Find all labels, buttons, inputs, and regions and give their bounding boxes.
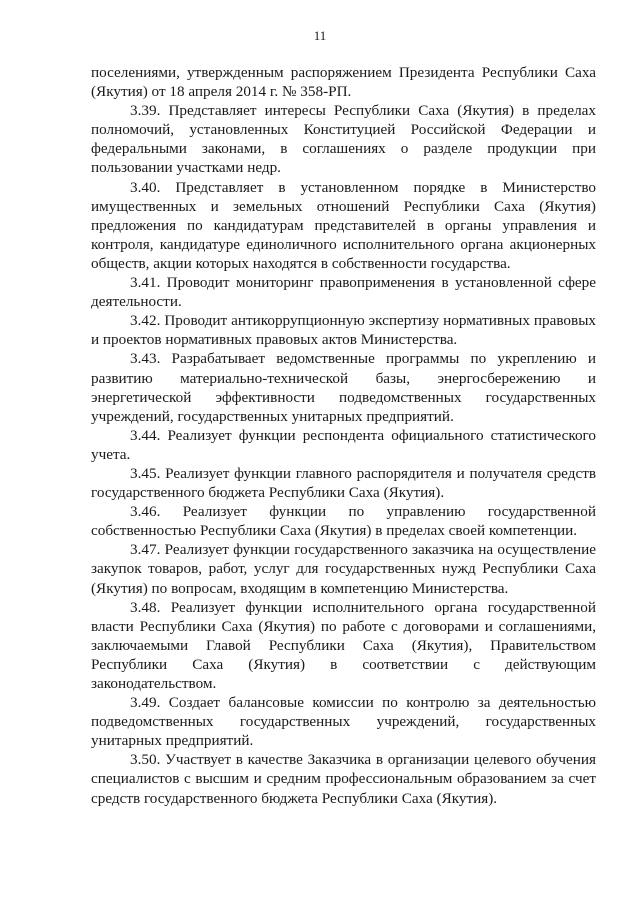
paragraph-3-41: 3.41. Проводит мониторинг правоприменения в установленной сфере деятельности. [91, 274, 596, 311]
page-number: 11 [313, 28, 327, 43]
paragraph-3-49: 3.49. Создает балансовые комиссии по контролю за деятельностью подведомственных государственных учреждений, государственных унитарных предприятий. [91, 694, 596, 750]
paragraph-3-45: 3.45. Реализует функции главного распорядителя и получателя средств государственного бюджета Республики Саха (Якутия). [91, 464, 596, 502]
paragraph-3-48: 3.48. Реализует функции исполнительного органа государственной власти Республики Саха (Якутия) по работе с договорами и соглашениями, заключаемыми Главой Республики Саха (Якутия), Правительством Республики Саха (Якутия) в соответствии с действующим законодательством. [91, 598, 596, 692]
paragraph-continuation: поселениями, утвержденным распоряжением Президента Республики Саха (Якутия) от 18 апреля 2014 г. № 358-РП. [91, 64, 596, 101]
paragraph-3-50: 3.50. Участвует в качестве Заказчика в организации целевого обучения специалистов с высшим и средним профессиональным образованием за счет средств государственного бюджета Республики Саха (Якутия). [91, 751, 596, 807]
document-body [91, 63, 596, 808]
paragraph-3-44: 3.44. Реализует функции респондента официального статистического учета. [91, 426, 596, 463]
paragraph-3-43: 3.43. Разрабатывает ведомственные программы по укреплению и развитию материально-технической базы, энергосбережению и энергетической эффективности подведомственных государственных учреждений, государственных унитарных предприятий. [91, 350, 596, 425]
paragraph-3-40: 3.40. Представляет в установленном порядке в Министерство имущественных и земельных отношений Республики Саха (Якутия) предложения по кандидатурам представителей в органы управления и контроля, кандидатуре единоличного исполнительного органа акционерных обществ, акции которых находятся в собственности государства. [91, 178, 596, 272]
paragraph-3-39: 3.39. Представляет интересы Республики Саха (Якутия) в пределах полномочий, установленных Конституцией Российской Федерации и федеральными законами, в соглашениях о разделе продукции при пользовании участками недр. [91, 102, 596, 177]
paragraph-3-46: 3.46. Реализует функции по управлению государственной собственностью Республики Саха (Якутия) в пределах своей компетенции. [91, 503, 596, 540]
paragraph-3-47: 3.47. Реализует функции государственного заказчика на осуществление закупок товаров, работ, услуг для государственных нужд Республики Саха (Якутия) по вопросам, входящим в компетенцию Министерства. [91, 541, 596, 597]
paragraph-3-42: 3.42. Проводит антикоррупционную экспертизу нормативных правовых и проектов нормативных правовых актов Министерства. [91, 312, 596, 349]
